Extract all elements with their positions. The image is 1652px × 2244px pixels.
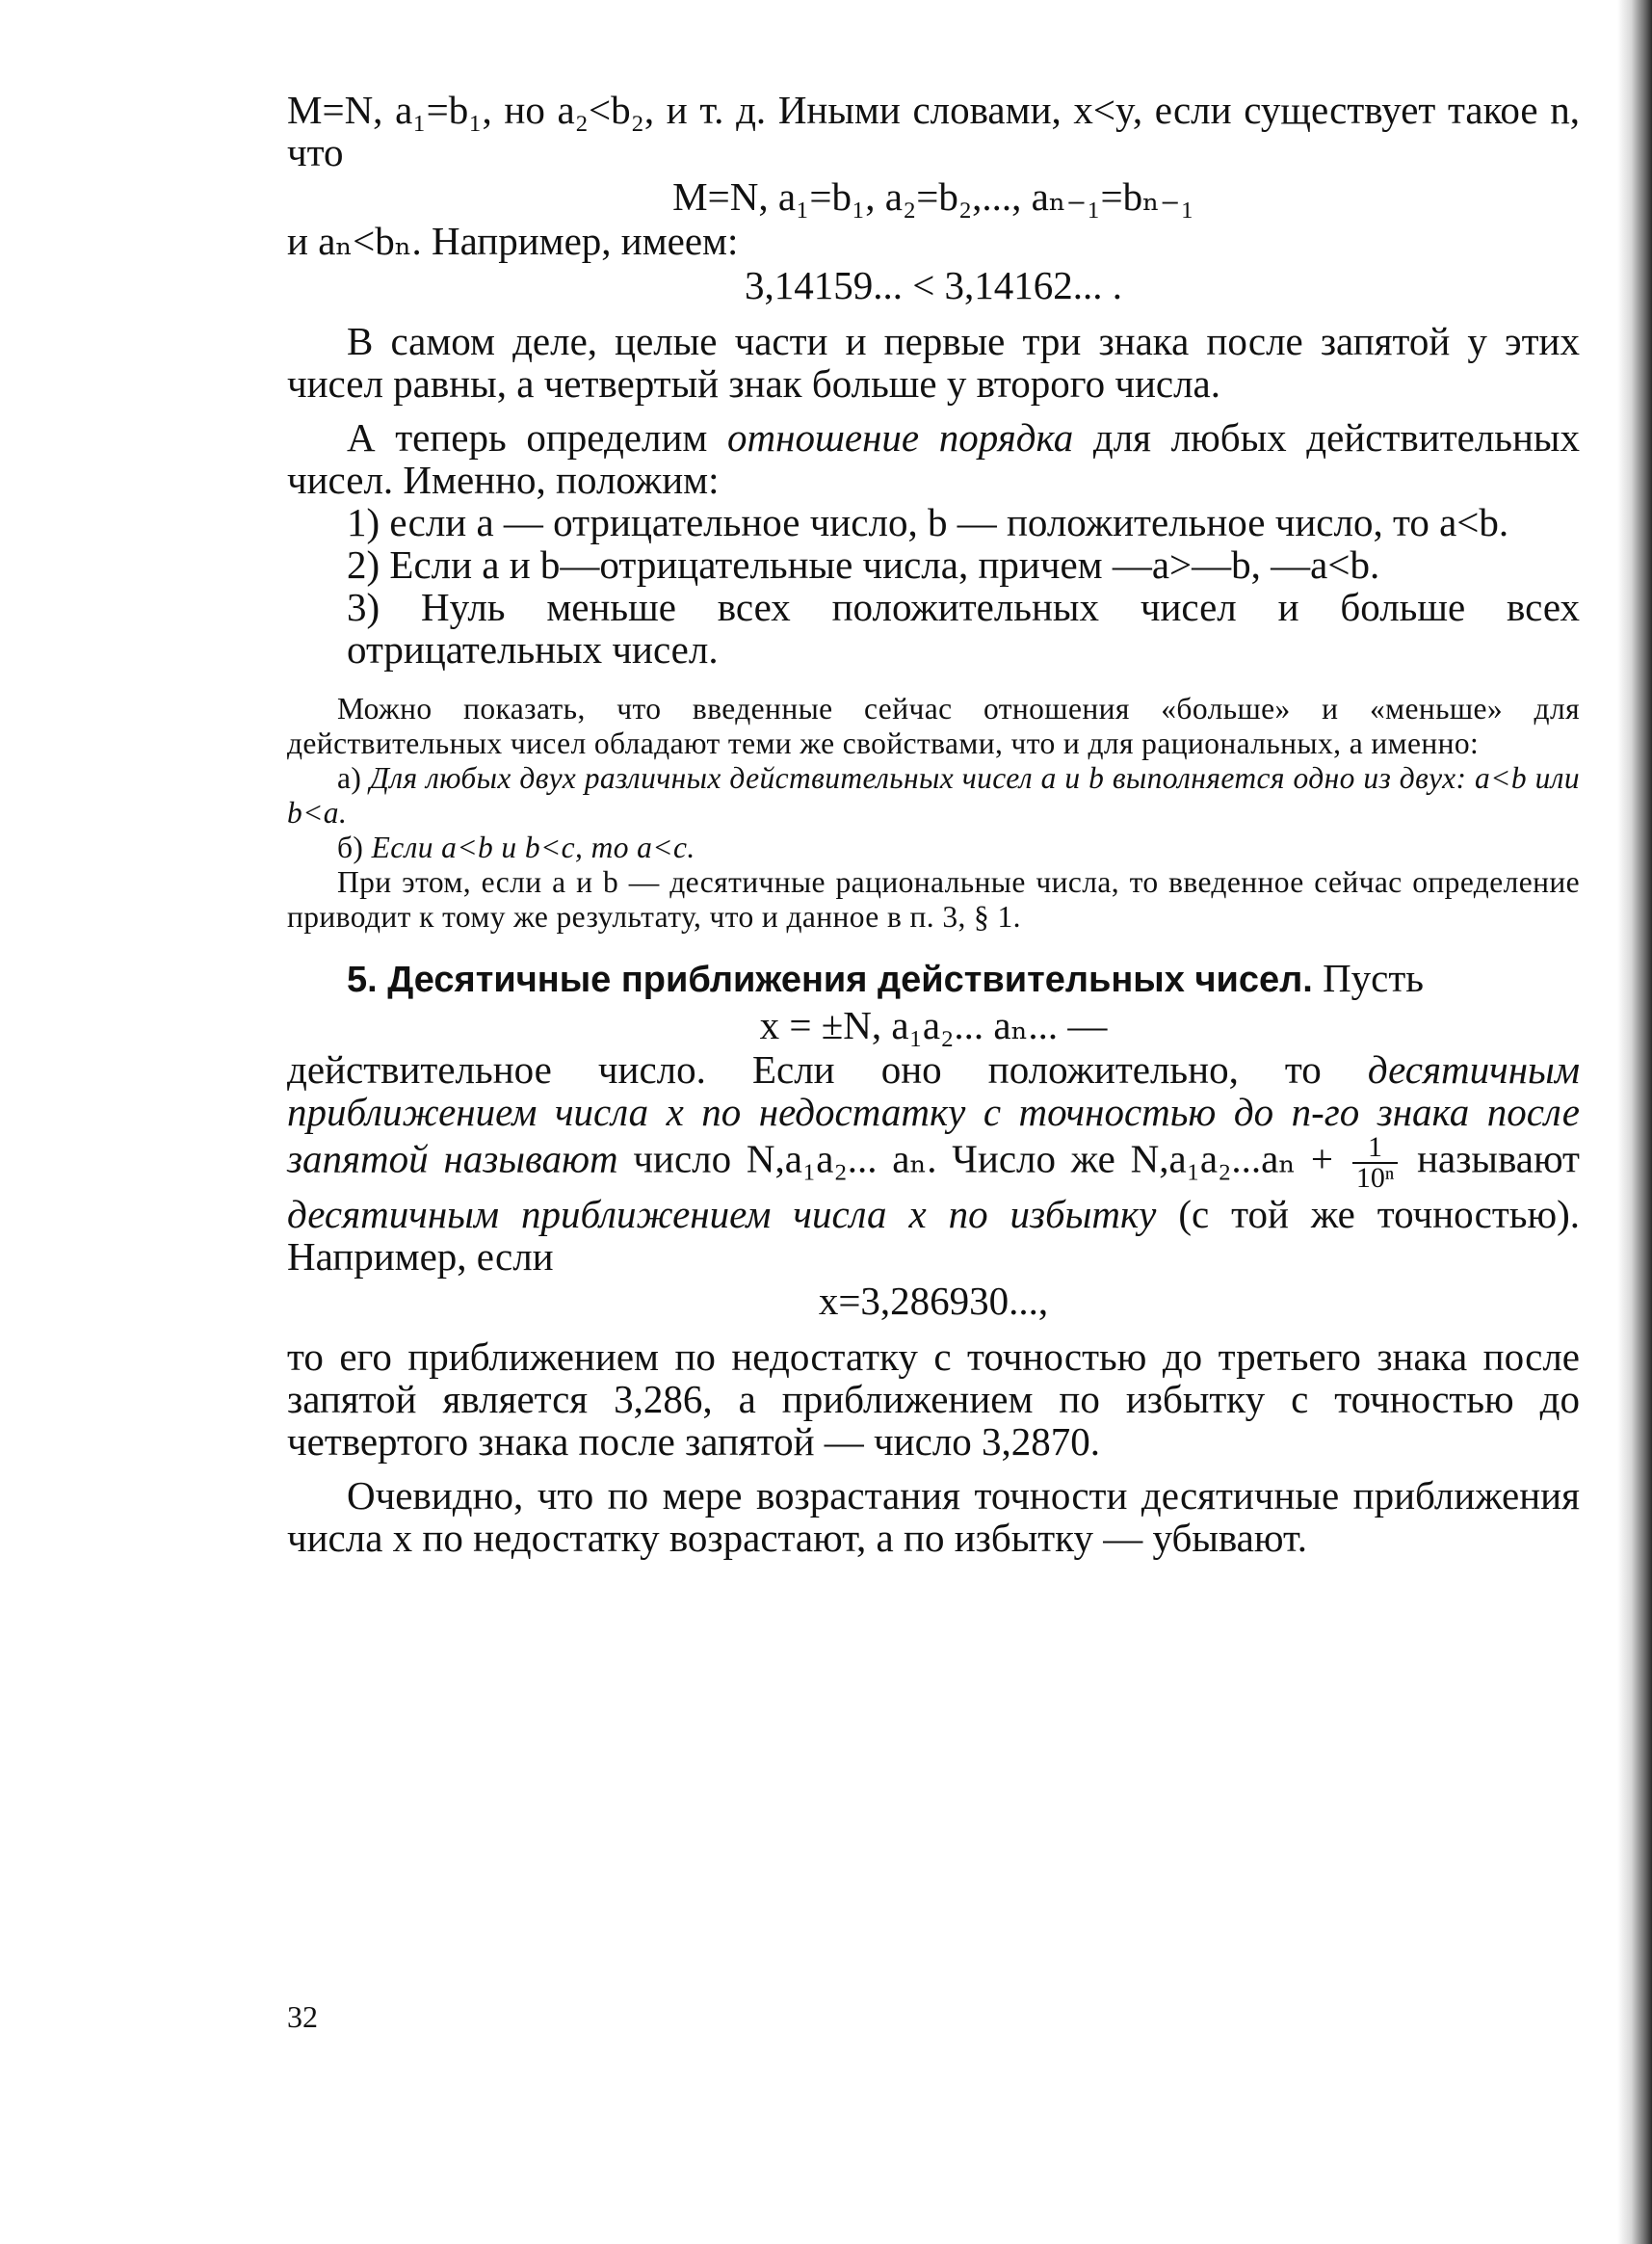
paragraph-explanation: В самом деле, целые части и первые три знака после запятой у этих чисел равны, а четвертый знак больше у второго числа. [287,319,1580,406]
rule-item-2: 2) Если a и b—отрицательные числа, причем —a>—b, —a<b. [347,542,1380,587]
paragraph-monotonicity: Очевидно, что по мере возрастания точности десятичные приближения числа x по недостатку возрастают, а по избытку — убывают. [287,1473,1580,1560]
section-heading: 5. Десятичные приближения действительных чисел. Пусть [347,956,1425,1000]
paragraph-order-definition: M=N, a₁=b₁, но a₂<b₂, и т. д. Иными словами, x<y, если существует такое n, что [287,88,1580,174]
term-upper-approximation: десятичным приближением числа x по избытку [287,1192,1157,1236]
fraction-one-over-ten-pow-n: $\frac{1}{\text{10ⁿ}}$ [1352,1133,1398,1193]
paragraph-example-result: то его приближением по недостатку с точностью до третьего знака после запятой является 3,286, а приближением по избытку с точностью до четвертого знака после запятой — число 3,2870. [287,1334,1580,1464]
term-order-relation: отношение порядка [727,415,1074,460]
paragraph-example-intro: и aₙ<bₙ. Например, имеем: [287,219,739,263]
note-property-b: б) Если a<b и b<c, то a<c. [337,831,695,864]
formula-real-number: x = ±N, a₁a₂... aₙ... — [759,1003,1108,1047]
scan-page-edge [1617,0,1652,2244]
note-decimal-rationals: При этом, если a и b — десятичные рациональные числа, то введенное сейчас определение приводит к тому же результату, что и данное в п. 3, § 1. [287,865,1580,934]
term-lower-approximation: десятичным приближением числа x по недостатку с точностью до n-го знака после запятой называют [287,1047,1580,1181]
formula-pi-comparison: 3,14159... < 3,14162... . [744,263,1123,307]
page-content [287,89,1580,1559]
note-properties: Можно показать, что введенные сейчас отношения «больше» и «меньше» для действительных чисел обладают теми же свойствами, что и для рациональных, а именно: [287,692,1580,760]
formula-example-x: x=3,286930..., [818,1279,1049,1323]
page-number: 32 [287,1999,318,2034]
note-property-a: а) Для любых двух различных действительных чисел a и b выполняется одно из двух: a<b или b<a. [287,761,1581,830]
paragraph-order-relation: А теперь определим отношение порядка для любых действительных чисел. Именно, положим: [287,415,1580,502]
rule-item-3: 3) Нуль меньше всех положительных чисел и больше всех отрицательных чисел. [347,585,1580,672]
formula-equalities: M=N, a₁=b₁, a₂=b₂,..., aₙ₋₁=bₙ₋₁ [672,174,1194,219]
paragraph-decimal-approximations: действительное число. Если оно положительно, то десятичным приближением числа x по недостатку с точностью до n-го знака после запятой называют число N,a₁a₂... aₙ. Число же N,a₁a₂...aₙ + $\frac{1}{\text{10ⁿ}}$ называют десятичным приближением числа x по избытку (с той же точностью). Например, если [287,1047,1580,1279]
rule-item-1: 1) если a — отрицательное число, b — положительное число, то a<b. [347,500,1509,544]
